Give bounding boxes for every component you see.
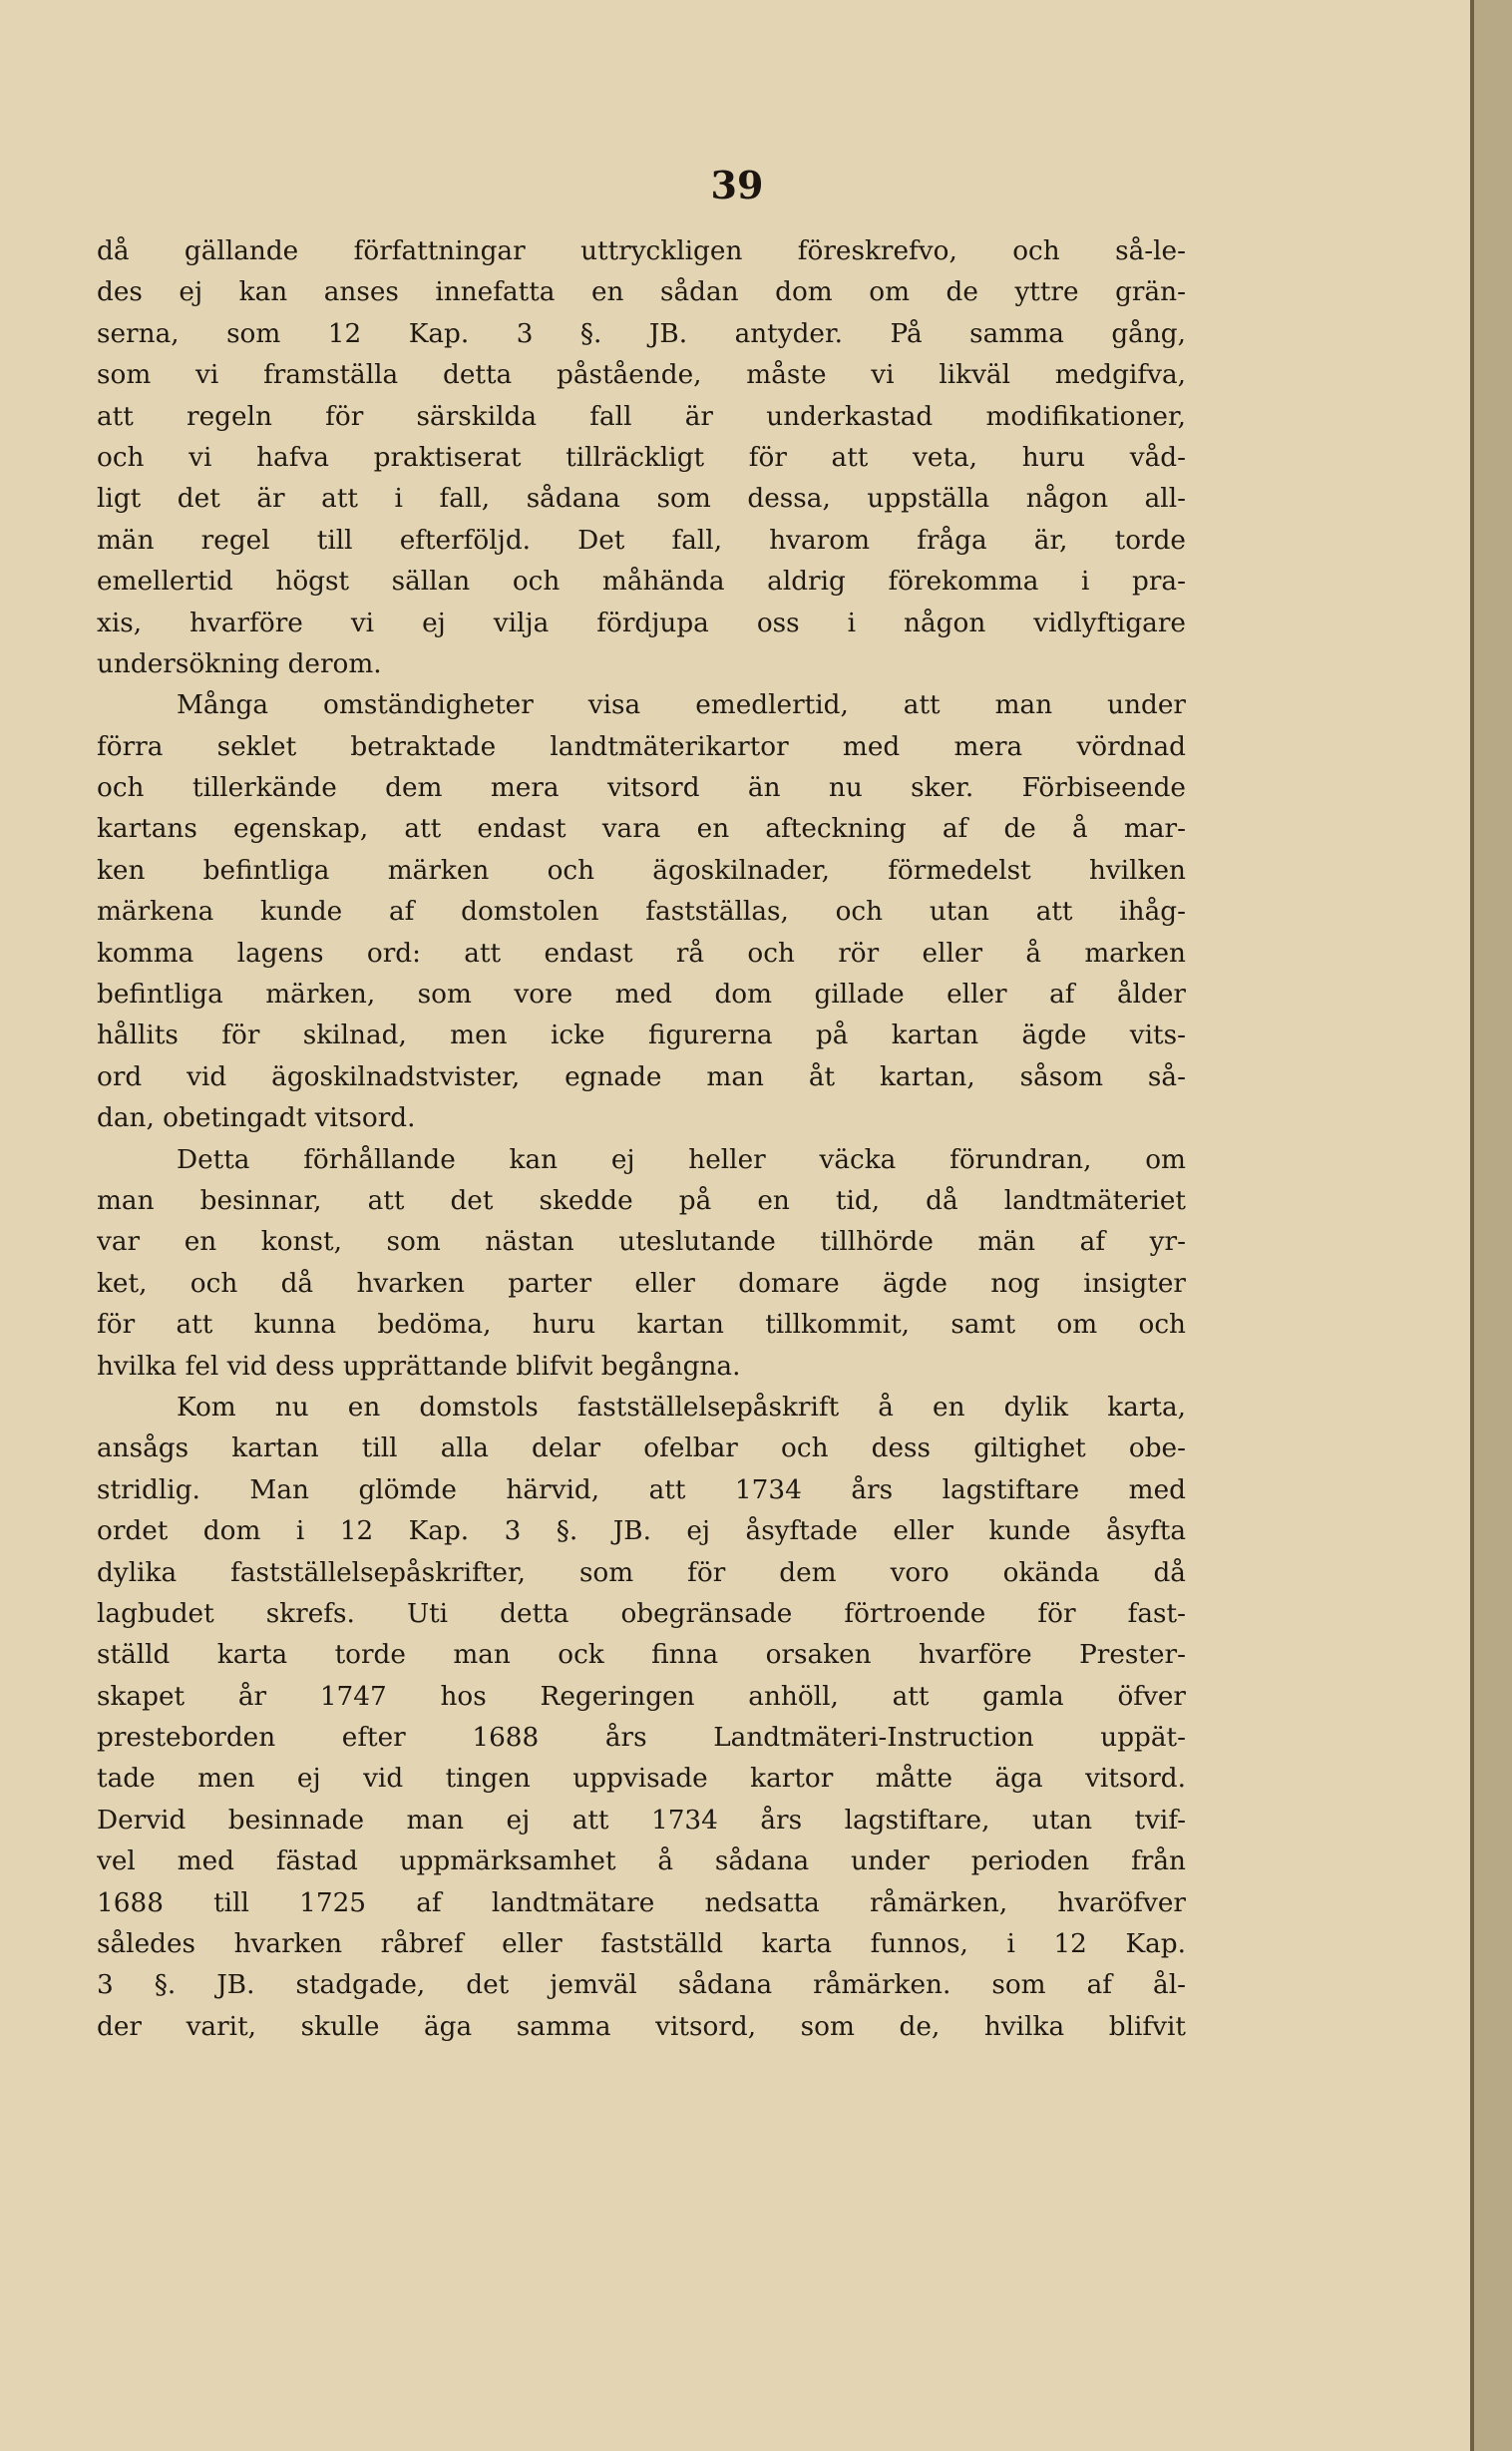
- text-line: der varit, skulle äga samma vitsord, som de, hvilka blifvit: [97, 2011, 1186, 2042]
- text-line: ken befintliga märken och ägoskilnader, förmedelst hvilken: [97, 855, 1186, 886]
- text-line: 1688 till 1725 af landtmätare nedsatta råmärken, hvaröfver: [97, 1887, 1186, 1918]
- text-line: stridlig. Man glömde härvid, att 1734 års lagstiftare med: [97, 1474, 1186, 1505]
- text-line: och vi hafva praktiserat tillräckligt för att veta, huru våd-: [97, 442, 1186, 473]
- text-line: presteborden efter 1688 års Landtmäteri-Instruction uppät-: [97, 1723, 1186, 1754]
- text-line: ansågs kartan till alla delar ofelbar och dess giltighet obe-: [97, 1433, 1186, 1464]
- page-edge: [1474, 0, 1512, 2451]
- text-line: dan, obetingadt vitsord.: [97, 1103, 416, 1134]
- page-number: 39: [710, 163, 764, 207]
- text-line: Detta förhållande kan ej heller väcka förundran, om: [177, 1144, 1186, 1175]
- text-line: lagbudet skrefs. Uti detta obegränsade förtroende för fast-: [97, 1598, 1186, 1629]
- text-line: ord vid ägoskilnadstvister, egnade man åt kartan, såsom så-: [97, 1061, 1186, 1092]
- text-line: skapet år 1747 hos Regeringen anhöll, att gamla öfver: [97, 1681, 1186, 1712]
- text-line: befintliga märken, som vore med dom gillade eller af ålder: [97, 980, 1186, 1011]
- text-line: kartans egenskap, att endast vara en afteckning af de å mar-: [97, 814, 1186, 845]
- text-line: komma lagens ord: att endast rå och rör eller å marken: [97, 938, 1186, 969]
- text-line: 3 §. JB. stadgade, det jemväl sådana råmärken. som af ål-: [97, 1970, 1186, 2001]
- text-line: således hvarken råbref eller fastställd karta funnos, i 12 Kap.: [97, 1929, 1186, 1960]
- text-line: ligt det är att i fall, sådana som dessa, uppställa någon all-: [97, 484, 1186, 515]
- text-line: Många omständigheter visa emedlertid, att man under: [177, 690, 1186, 721]
- text-line: emellertid högst sällan och måhända aldrig förekomma i pra-: [97, 567, 1186, 598]
- text-line: hvilka fel vid dess upprättande blifvit begångna.: [97, 1351, 741, 1382]
- text-line: man besinnar, att det skedde på en tid, då landtmäteriet: [97, 1185, 1186, 1216]
- text-line: och tillerkände dem mera vitsord än nu sker. Förbiseende: [97, 773, 1186, 804]
- text-line: dylika fastställelsepåskrifter, som för dem voro okända då: [97, 1557, 1186, 1588]
- text-line: serna, som 12 Kap. 3 §. JB. antyder. På samma gång,: [97, 318, 1186, 349]
- text-line: ket, och då hvarken parter eller domare ägde nog insigter: [97, 1268, 1186, 1299]
- text-line: att regeln för särskilda fall är underkastad modifikationer,: [97, 401, 1186, 432]
- text-line: ställd karta torde man ock finna orsaken hvarföre Prester-: [97, 1640, 1186, 1671]
- text-line: vel med fästad uppmärksamhet å sådana under perioden från: [97, 1846, 1186, 1877]
- text-line: Dervid besinnade man ej att 1734 års lagstiftare, utan tvif-: [97, 1805, 1186, 1836]
- text-line: för att kunna bedöma, huru kartan tillkommit, samt om och: [97, 1310, 1186, 1341]
- text-line: som vi framställa detta påstående, måste vi likväl medgifva,: [97, 360, 1186, 391]
- text-line: var en konst, som nästan uteslutande tillhörde män af yr-: [97, 1227, 1186, 1258]
- body-text: [97, 231, 1186, 2048]
- text-line: tade men ej vid tingen uppvisade kartor måtte äga vitsord.: [97, 1764, 1186, 1795]
- text-line: ordet dom i 12 Kap. 3 §. JB. ej åsyftade eller kunde åsyfta: [97, 1516, 1186, 1547]
- text-line: män regel till efterföljd. Det fall, hvarom fråga är, torde: [97, 525, 1186, 556]
- text-line: förra seklet betraktade landtmäterikartor med mera vördnad: [97, 731, 1186, 762]
- text-line: Kom nu en domstols fastställelsepåskrift å en dylik karta,: [177, 1392, 1186, 1423]
- text-line: hållits för skilnad, men icke figurerna på kartan ägde vits-: [97, 1021, 1186, 1051]
- text-line: då gällande författningar uttryckligen föreskrefvo, och så-le-: [97, 236, 1186, 266]
- text-line: undersökning derom.: [97, 648, 382, 679]
- text-line: märkena kunde af domstolen fastställas, och utan att ihåg-: [97, 897, 1186, 928]
- text-line: des ej kan anses innefatta en sådan dom om de yttre grän-: [97, 277, 1186, 308]
- text-line: xis, hvarföre vi ej vilja fördjupa oss i någon vidlyftigare: [97, 608, 1186, 638]
